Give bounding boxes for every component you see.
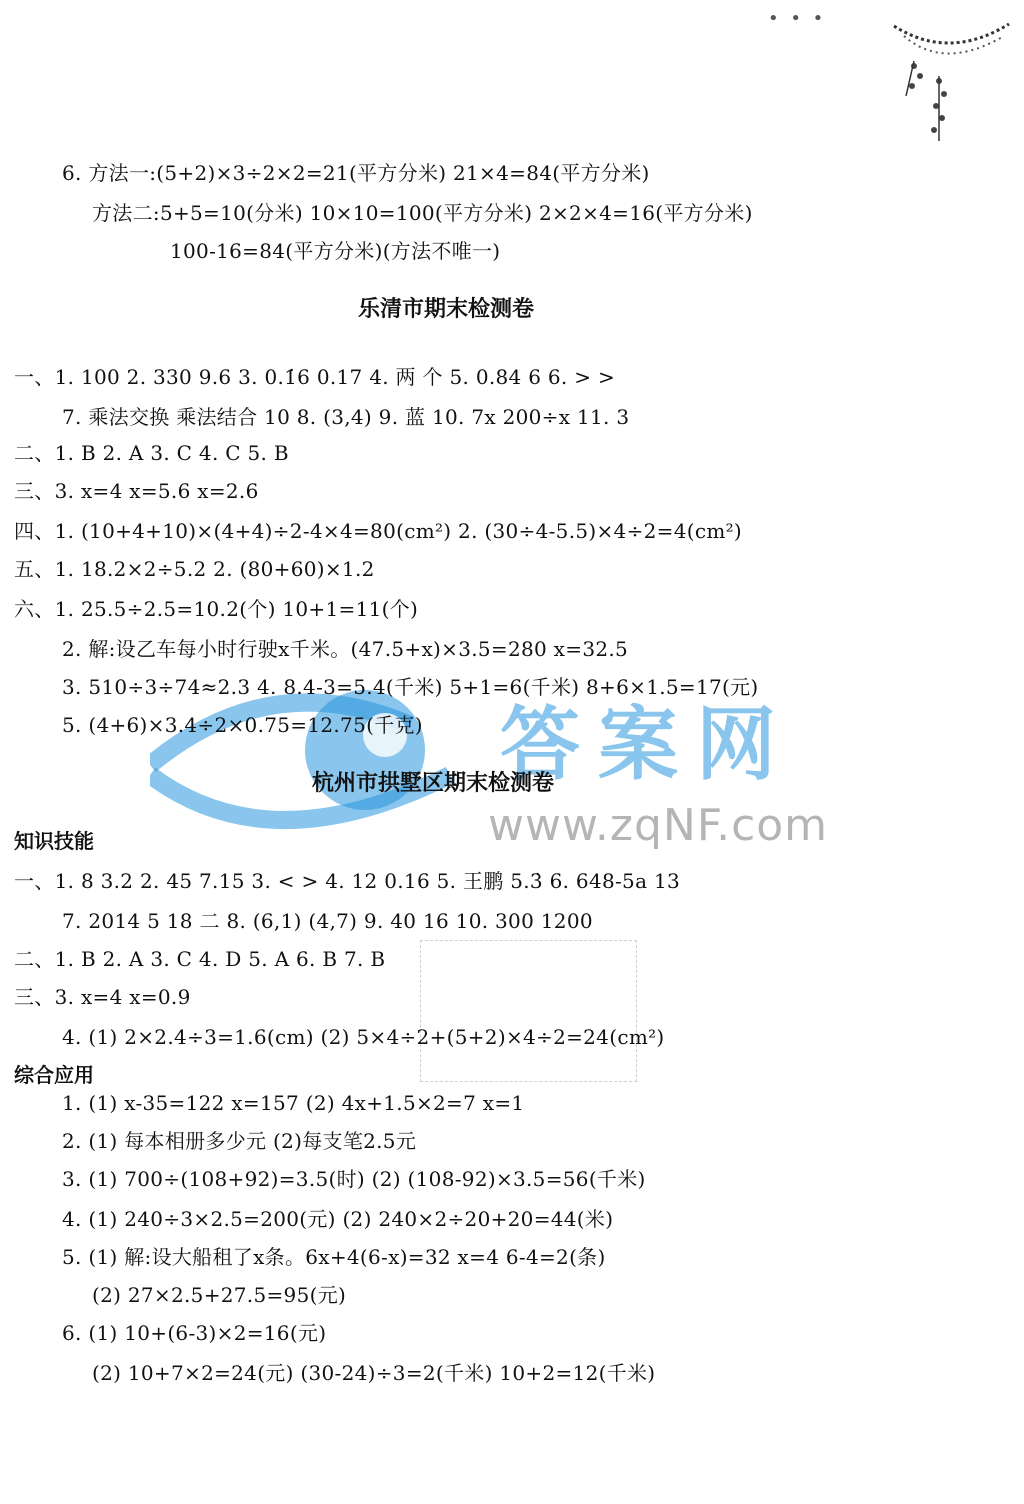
- answer-line: 4. (1) 240÷3×2.5=200(元) (2) 240×2÷20+20=44(米): [62, 1207, 614, 1231]
- watermark-brand: 答案网: [500, 698, 794, 791]
- answer-line: (2) 10+7×2=24(元) (30-24)÷3=2(千米) 10+2=12(千米): [92, 1361, 656, 1385]
- answer-line: 5. (4+6)×3.4÷2×0.75=12.75(千克): [62, 713, 423, 737]
- section-title: 乐清市期末检测卷: [358, 297, 535, 322]
- floral-ornament-icon: [884, 6, 1014, 146]
- answer-line: 五、1. 18.2×2÷5.2 2. (80+60)×1.2: [14, 557, 375, 581]
- answer-line: 3. (1) 700÷(108+92)=3.5(时) (2) (108-92)×3.5=56(千米): [62, 1167, 646, 1191]
- answer-line: 三、3. x=4 x=0.9: [14, 985, 191, 1009]
- answer-line: 二、1. B 2. A 3. C 4. D 5. A 6. B 7. B: [14, 947, 386, 971]
- answer-line: 四、1. (10+4+10)×(4+4)÷2-4×4=80(cm²) 2. (30÷4-5.5)×4÷2=4(cm²): [14, 519, 743, 543]
- answer-line: 6. 方法一:(5+2)×3÷2×2=21(平方分米) 21×4=84(平方分米): [62, 161, 650, 185]
- faded-stamp: [420, 940, 637, 1082]
- answer-line: 100-16=84(平方分米)(方法不唯一): [170, 239, 501, 263]
- answer-line: (2) 27×2.5+27.5=95(元): [92, 1283, 347, 1307]
- answer-line: 三、3. x=4 x=5.6 x=2.6: [14, 479, 259, 503]
- answer-line: 6. (1) 10+(6-3)×2=16(元): [62, 1321, 327, 1345]
- subsection-heading: 知识技能: [14, 829, 94, 853]
- answer-line: 方法二:5+5=10(分米) 10×10=100(平方分米) 2×2×4=16(平方分米): [92, 201, 753, 225]
- watermark-url: www.zqNF.com: [488, 800, 829, 851]
- answer-line: 1. (1) x-35=122 x=157 (2) 4x+1.5×2=7 x=1: [62, 1091, 525, 1115]
- answer-line: 二、1. B 2. A 3. C 4. C 5. B: [14, 441, 289, 465]
- decoration-dots: • • •: [768, 8, 827, 29]
- answer-line: 7. 2014 5 18 二 8. (6,1) (4,7) 9. 40 16 10. 300 1200: [62, 909, 593, 933]
- answer-line: 2. 解:设乙车每小时行驶x千米。(47.5+x)×3.5=280 x=32.5: [62, 637, 629, 661]
- answer-line: 5. (1) 解:设大船租了x条。6x+4(6-x)=32 x=4 6-4=2(条): [62, 1245, 606, 1269]
- answer-line: 2. (1) 每本相册多少元 (2)每支笔2.5元: [62, 1129, 417, 1153]
- answer-line: 六、1. 25.5÷2.5=10.2(个) 10+1=11(个): [14, 597, 419, 621]
- section-title: 杭州市拱墅区期末检测卷: [312, 771, 555, 796]
- subsection-heading: 综合应用: [14, 1063, 94, 1087]
- answer-line: 7. 乘法交换 乘法结合 10 8. (3,4) 9. 蓝 10. 7x 200÷x 11. 3: [62, 405, 630, 429]
- answer-line: 4. (1) 2×2.4÷3=1.6(cm) (2) 5×4÷2+(5+2)×4÷2=24(cm²): [62, 1025, 665, 1049]
- answer-line: 一、1. 8 3.2 2. 45 7.15 3. < > 4. 12 0.16 5. 王鹏 5.3̇ 6. 648-5a 13: [14, 869, 681, 893]
- answer-line: 一、1. 100 2. 330 9.6 3. 0.1̇6 0.17 4. 两 个 5. 0.84 6 6. > >: [14, 365, 615, 389]
- answer-line: 3. 510÷3÷74≈2.3 4. 8.4-3=5.4(千米) 5+1=6(千米) 8+6×1.5=17(元): [62, 675, 759, 699]
